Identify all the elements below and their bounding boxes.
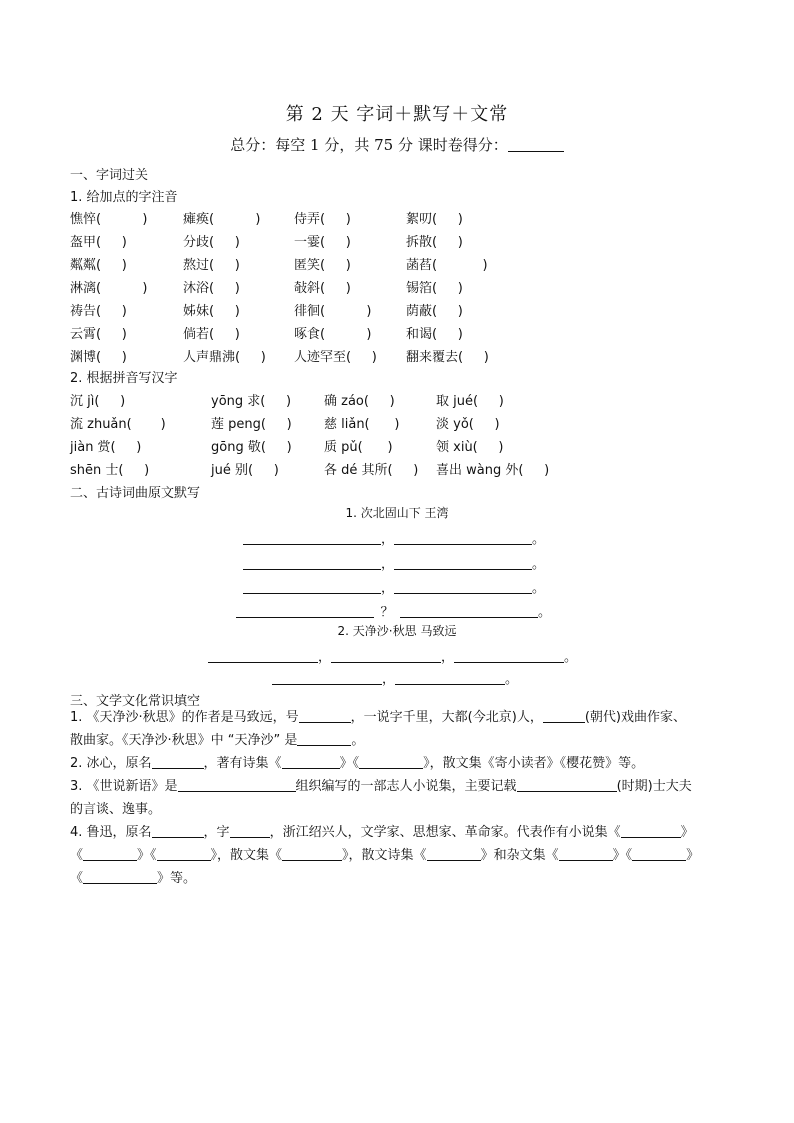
page-title: 第 2 天 字词＋默写＋文常 (285, 104, 509, 125)
answer-blank[interactable] (297, 732, 351, 746)
pinyin-item[interactable]: 各 dé 其所( ) (324, 463, 419, 478)
item-2: 2. 冰心，原名 ，著有诗集《 》《 》，散文集《寄小读者》《樱花赞》等。 (70, 756, 645, 771)
item-4: 4. 鲁迅，原名 ，字 ，浙江绍兴人，文学家、思想家、革命家。代表作有小说集《 》 《 》《 》，散文集《 》，散文诗集《 》和杂文集《 》《 》 《 》等。 (70, 825, 700, 886)
pinyin-item[interactable]: 莲 peng( ) (211, 417, 292, 432)
answer-blank[interactable] (152, 824, 204, 838)
poem-blank[interactable] (394, 579, 532, 594)
word-item[interactable]: 淋漓( ) (70, 281, 148, 296)
pinyin-item[interactable]: gōng 敬( ) (211, 440, 292, 455)
word-item[interactable]: 荫蔽( ) (406, 304, 463, 319)
pinyin-item[interactable]: 淡 yǒ( ) (436, 417, 500, 432)
word-item[interactable]: 徘徊( ) (294, 304, 372, 319)
question-1-heading: 1. 给加点的字注音 (70, 190, 178, 205)
poem-1-line-1: ， 。 (243, 528, 545, 547)
pinyin-item[interactable]: 质 pǔ( ) (324, 440, 393, 455)
answer-blank[interactable] (299, 709, 351, 723)
word-row (70, 346, 750, 366)
word-item[interactable]: 人声鼎沸( ) (183, 350, 266, 365)
answer-blank[interactable] (178, 778, 296, 792)
word-item[interactable]: 啄食( ) (294, 327, 372, 342)
answer-blank[interactable] (152, 755, 204, 769)
word-row (70, 277, 750, 297)
word-item[interactable]: 憔悴( ) (70, 212, 148, 227)
poem-blank[interactable] (394, 530, 532, 545)
word-row (70, 254, 750, 274)
pinyin-item[interactable]: 流 zhuǎn( ) (70, 417, 166, 432)
poem-1-title: 1. 次北固山下 王湾 (345, 506, 449, 520)
section-2-heading: 二、古诗词曲原文默写 (70, 486, 201, 501)
score-line (0, 134, 794, 155)
word-item[interactable]: 拆散( ) (406, 235, 463, 250)
word-item[interactable]: 瘫痪( ) (183, 212, 261, 227)
section-1-heading: 一、字词过关 (70, 168, 149, 183)
pinyin-item[interactable]: 慈 liǎn( ) (324, 417, 400, 432)
answer-blank[interactable] (559, 847, 613, 861)
answer-blank[interactable] (632, 847, 686, 861)
word-item[interactable]: 姊妹( ) (183, 304, 240, 319)
pinyin-row (70, 390, 750, 410)
pinyin-item[interactable]: 确 záo( ) (324, 394, 395, 409)
section-3-heading: 三、文学文化常识填空 (70, 694, 201, 709)
poem-blank[interactable] (272, 670, 382, 685)
poem-2-line-1: ， ， 。 (208, 646, 577, 665)
word-item[interactable]: 匿笑( ) (294, 258, 351, 273)
word-item[interactable]: 人迹罕至( ) (294, 350, 377, 365)
poem-1-line-4: ？ 。 (236, 601, 551, 620)
poem-2-title: 2. 天净沙·秋思 马致远 (337, 624, 457, 638)
word-item[interactable]: 和谒( ) (406, 327, 463, 342)
answer-blank[interactable] (427, 847, 481, 861)
pinyin-row (70, 436, 750, 456)
poem-blank[interactable] (243, 555, 381, 570)
poem-blank[interactable] (208, 648, 318, 663)
word-item[interactable]: 祷告( ) (70, 304, 127, 319)
word-row (70, 323, 750, 343)
poem-2-line-2: ， 。 (272, 668, 518, 687)
score-text: 总分：每空 1 分，共 75 分 课时卷得分： (230, 136, 508, 154)
answer-blank[interactable] (83, 870, 157, 884)
pinyin-item[interactable]: jué 别( ) (211, 463, 279, 478)
question-2-heading: 2. 根据拼音写汉字 (70, 371, 178, 386)
pinyin-item[interactable]: 喜出 wàng 外( ) (436, 463, 550, 478)
answer-blank[interactable] (83, 847, 137, 861)
poem-blank[interactable] (400, 603, 538, 618)
score-blank[interactable] (508, 137, 564, 152)
answer-blank[interactable] (359, 755, 423, 769)
poem-blank[interactable] (394, 555, 532, 570)
word-row (70, 300, 750, 320)
answer-blank[interactable] (517, 778, 617, 792)
poem-blank[interactable] (454, 648, 564, 663)
word-item[interactable]: 侍弄( ) (294, 212, 351, 227)
word-item[interactable]: 锡箔( ) (406, 281, 463, 296)
answer-blank[interactable] (543, 709, 585, 723)
word-item[interactable]: 敧斜( ) (294, 281, 351, 296)
pinyin-item[interactable]: shēn 士( ) (70, 463, 150, 478)
poem-blank[interactable] (236, 603, 374, 618)
word-item[interactable]: 熬过( ) (183, 258, 240, 273)
word-item[interactable]: 分歧( ) (183, 235, 240, 250)
word-item[interactable]: 沐浴( ) (183, 281, 240, 296)
word-item[interactable]: 粼粼( ) (70, 258, 127, 273)
poem-blank[interactable] (331, 648, 441, 663)
word-item[interactable]: 菡萏( ) (406, 258, 488, 273)
word-item[interactable]: 一霎( ) (294, 235, 351, 250)
answer-blank[interactable] (621, 824, 681, 838)
pinyin-item[interactable]: 沉 jì( ) (70, 394, 126, 409)
word-item[interactable]: 倘若( ) (183, 327, 240, 342)
item-3: 3. 《世说新语》是 组织编写的一部志人小说集，主要记载 (时期)士大夫 的言谈、逸事。 (70, 779, 692, 817)
pinyin-item[interactable]: 领 xiù( ) (436, 440, 504, 455)
poem-blank[interactable] (243, 530, 381, 545)
pinyin-item[interactable]: 取 jué( ) (436, 394, 504, 409)
word-item[interactable]: 盔甲( ) (70, 235, 127, 250)
answer-blank[interactable] (282, 847, 342, 861)
word-row (70, 208, 750, 228)
pinyin-item[interactable]: yōng 求( ) (211, 394, 292, 409)
pinyin-row (70, 459, 750, 479)
poem-blank[interactable] (243, 579, 381, 594)
answer-blank[interactable] (157, 847, 211, 861)
word-row (70, 231, 750, 251)
word-item[interactable]: 云霄( ) (70, 327, 127, 342)
poem-1-line-2: ， 。 (243, 553, 545, 572)
answer-blank[interactable] (230, 824, 270, 838)
word-item[interactable]: 翻来覆去( ) (406, 350, 489, 365)
poem-1-line-3: ， 。 (243, 577, 545, 596)
pinyin-row (70, 413, 750, 433)
answer-blank[interactable] (282, 755, 340, 769)
word-item[interactable]: 絮叨( ) (406, 212, 463, 227)
pinyin-item[interactable]: jiàn 赏( ) (70, 440, 142, 455)
item-1: 1. 《天净沙·秋思》的作者是马致远，号 ，一说字千里，大都(今北京)人， (朝代)戏曲作家、 散曲家。《天净沙·秋思》中 “天净沙” 是 。 (70, 710, 686, 748)
poem-blank[interactable] (395, 670, 505, 685)
word-item[interactable]: 渊博( ) (70, 350, 127, 365)
